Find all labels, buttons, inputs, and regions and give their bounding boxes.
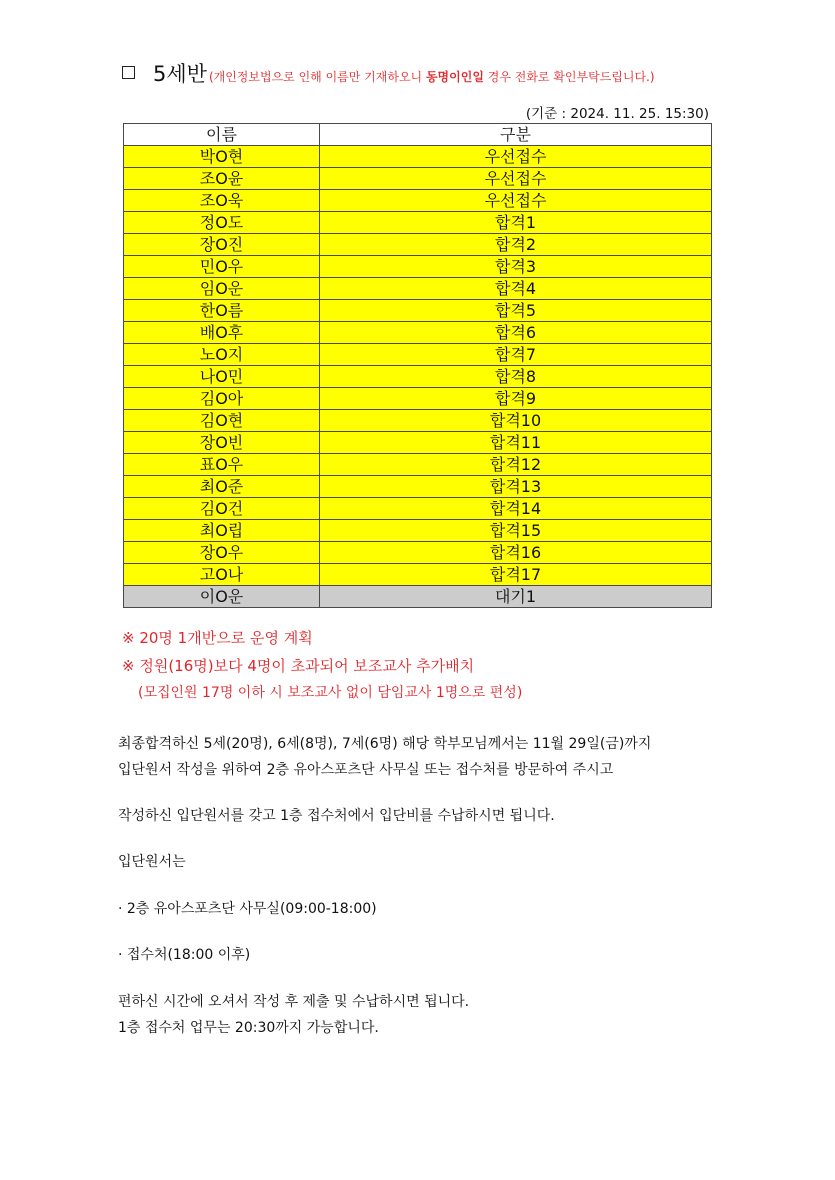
applicant-name: 배O후 (124, 322, 320, 344)
applicant-name: 고O나 (124, 564, 320, 586)
applicant-status: 합격15 (320, 520, 712, 542)
body-paragraph-4: 입단원서는 (118, 854, 186, 870)
applicant-name: 이O운 (124, 586, 320, 608)
applicant-name: 장O빈 (124, 432, 320, 454)
applicant-name: 최O준 (124, 476, 320, 498)
table-row (124, 476, 712, 498)
applicant-status: 합격5 (320, 300, 712, 322)
applicant-name: 박O현 (124, 146, 320, 168)
body-paragraph-2: 입단원서 작성을 위하여 2층 유아스포츠단 사무실 또는 접수처를 방문하여 주시고 (118, 762, 614, 778)
applicant-name: 노O지 (124, 344, 320, 366)
applicant-status: 합격8 (320, 366, 712, 388)
notice-line-3: (모집인원 17명 이하 시 보조교사 없이 담임교사 1명으로 편성) (138, 685, 523, 701)
applicant-name: 한O름 (124, 300, 320, 322)
table-row (124, 344, 712, 366)
applicant-name: 표O우 (124, 454, 320, 476)
page-title (122, 58, 655, 92)
applicant-name: 나O민 (124, 366, 320, 388)
notice-line-2: ※ 정원(16명)보다 4명이 초과되어 보조교사 추가배치 (122, 657, 475, 675)
applicant-status: 합격9 (320, 388, 712, 410)
table-row (124, 278, 712, 300)
applicant-name: 조O욱 (124, 190, 320, 212)
table-row (124, 190, 712, 212)
office-hours-item: · 2층 유아스포츠단 사무실(09:00-18:00) (118, 901, 377, 917)
applicant-name: 조O윤 (124, 168, 320, 190)
applicant-name: 민O우 (124, 256, 320, 278)
table-row (124, 366, 712, 388)
reference-time: (기준 : 2024. 11. 25. 15:30) (525, 106, 709, 122)
applicant-name: 임O운 (124, 278, 320, 300)
results-table (123, 123, 712, 608)
applicant-name: 장O진 (124, 234, 320, 256)
body-paragraph-1: 최종합격하신 5세(20명), 6세(8명), 7세(6명) 해당 학부모님께서는 11월 29일(금)까지 (118, 736, 652, 752)
applicant-status: 합격1 (320, 212, 712, 234)
class-title: 5세반 (153, 62, 207, 86)
body-paragraph-7: 편하신 시간에 오셔서 작성 후 제출 및 수납하시면 됩니다. (118, 994, 470, 1010)
column-header-name: 이름 (124, 124, 320, 146)
table-row (124, 410, 712, 432)
applicant-name: 김O아 (124, 388, 320, 410)
applicant-name: 최O립 (124, 520, 320, 542)
privacy-note-emphasis: 동명이인일 (425, 70, 484, 84)
applicant-status: 합격3 (320, 256, 712, 278)
applicant-name: 정O도 (124, 212, 320, 234)
notice-line-1: ※ 20명 1개반으로 운영 계획 (122, 629, 313, 647)
applicant-name: 장O우 (124, 542, 320, 564)
applicant-status: 합격17 (320, 564, 712, 586)
table-row (124, 586, 712, 608)
applicant-status: 합격12 (320, 454, 712, 476)
applicant-status: 합격13 (320, 476, 712, 498)
table-row (124, 388, 712, 410)
table-header-row (124, 124, 712, 146)
table-row (124, 300, 712, 322)
applicant-status: 합격6 (320, 322, 712, 344)
applicant-status: 우선접수 (320, 190, 712, 212)
body-paragraph-3: 작성하신 입단원서를 갖고 1층 접수처에서 입단비를 수납하시면 됩니다. (118, 808, 555, 824)
applicant-status: 합격2 (320, 234, 712, 256)
table-row (124, 542, 712, 564)
table-row (124, 256, 712, 278)
privacy-note: (개인정보법으로 인해 이름만 기재하오니 동명이인일 경우 전화로 확인부탁드립니다.) (208, 70, 655, 84)
table-row (124, 520, 712, 542)
square-bullet-icon (122, 66, 135, 79)
applicant-status: 우선접수 (320, 146, 712, 168)
table-row (124, 454, 712, 476)
applicant-status: 합격11 (320, 432, 712, 454)
table-row (124, 146, 712, 168)
applicant-name: 김O건 (124, 498, 320, 520)
applicant-status: 대기1 (320, 586, 712, 608)
applicant-name: 김O현 (124, 410, 320, 432)
table-row (124, 212, 712, 234)
applicant-status: 합격4 (320, 278, 712, 300)
applicant-status: 합격10 (320, 410, 712, 432)
table-row (124, 234, 712, 256)
table-row (124, 564, 712, 586)
body-paragraph-8: 1층 접수처 업무는 20:30까지 가능합니다. (118, 1020, 379, 1036)
applicant-status: 우선접수 (320, 168, 712, 190)
column-header-status: 구분 (320, 124, 712, 146)
applicant-status: 합격14 (320, 498, 712, 520)
table-row (124, 498, 712, 520)
applicant-status: 합격16 (320, 542, 712, 564)
table-row (124, 432, 712, 454)
table-row (124, 322, 712, 344)
applicant-status: 합격7 (320, 344, 712, 366)
reception-hours-item: · 접수처(18:00 이후) (118, 947, 251, 963)
table-row (124, 168, 712, 190)
